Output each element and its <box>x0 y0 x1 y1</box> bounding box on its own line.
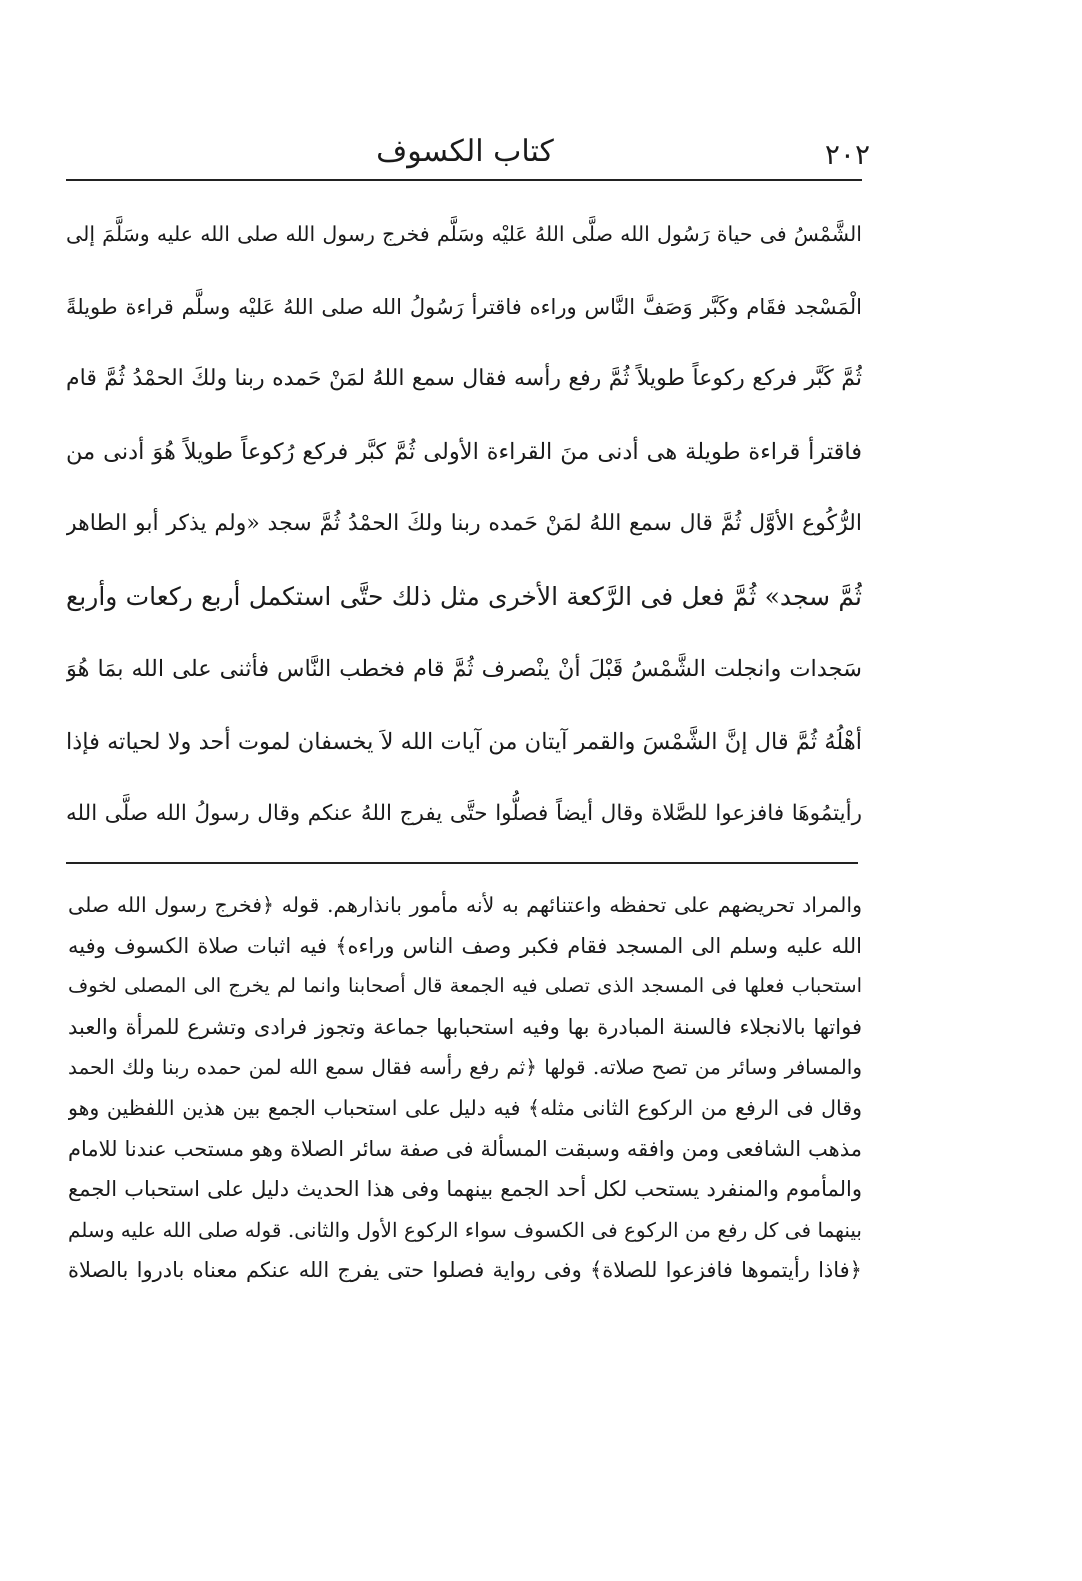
hadith-line: أهْلُهُ ثُمَّ قال إنَّ الشَّمْسَ والقمر آيتان من آيات الله لاَ يخسفان لموت أحد ولا لحياته فإذا <box>66 728 862 755</box>
commentary-line: والمأموم والمنفرد يستحب لكل أحد الجمع بينهما وفى هذا الحديث دليل على استحباب الجمع <box>68 1177 862 1202</box>
commentary-text <box>68 885 862 1291</box>
hadith-line: ثُمَّ سجد» ثُمَّ فعل فى الرَّكعة الأخرى مثل ذلك حتَّى استكمل أربع ركعات وأربع <box>66 581 862 611</box>
commentary-line: وقال فى الرفع من الركوع الثانى مثله﴾ فيه دليل على استحباب الجمع بين هذين اللفظين وهو <box>68 1095 862 1120</box>
book-title: كتاب الكسوف <box>376 134 554 169</box>
commentary-line: مذهب الشافعى ومن وافقه وسبقت المسألة فى صفة سائر الصلاة وهو مستحب عندنا للامام <box>68 1136 862 1161</box>
commentary-line: والمسافر وسائر من تصح صلاته. قولها ﴿ثم رفع رأسه فقال سمع الله لمن حمده ربنا ولك الحمد <box>68 1055 862 1080</box>
commentary-line: الله عليه وسلم الى المسجد فقام فكبر وصف الناس وراءه﴾ فيه اثبات صلاة الكسوف وفيه <box>68 933 862 958</box>
hadith-line: سَجدات وانجلت الشَّمْسُ قَبْلَ أنْ ينْصرف ثُمَّ قام فخطب النَّاس فأثنى على الله بمَا هُوَ <box>66 656 862 682</box>
commentary-line: بينهما فى كل رفع من الركوع فى الكسوف سواء الركوع الأول والثانى. قوله صلى الله عليه وسلم <box>68 1217 862 1242</box>
commentary-line: فواتها بالانجلاء فالسنة المبادرة بها وفيه استحبابها جماعة وتجوز فرادى وتشرع للمرأة والعبد <box>68 1014 862 1039</box>
hadith-line: الرُّكُوع الأوَّل ثُمَّ قال سمع اللهُ لمَنْ حَمده ربنا ولكَ الحمْدُ ثُمَّ سجد «ولم يذكر أبو الطاهر <box>66 511 862 536</box>
commentary-line: استحباب فعلها فى المسجد الذى تصلى فيه الجمعة قال أصحابنا وانما لم يخرج الى المصلى لخوف <box>68 974 862 998</box>
commentary-line: والمراد تحريضهم على تحفظه واعتنائهم به لأنه مأمور بانذارهم. قوله ﴿فخرج رسول الله صلى <box>68 893 862 917</box>
hadith-line: ثُمَّ كَبَّر فركع ركوعاً طويلاً ثُمَّ رفع رأسه فقال سمع اللهُ لمَنْ حَمده ربنا ولكَ الحمْدُ ثُمَّ قام <box>66 366 862 391</box>
hadith-line: الْمَسْجد فقَام وكَبَّر وَصَفَّ النَّاس وراءه فاقترأ رَسُولُ الله صلى اللهُ عَليْه وسلَّم قراءة طويلةً <box>66 294 862 319</box>
hadith-line: الشَّمْسُ فى حياة رَسُول الله صلَّى اللهُ عَليْه وسَلَّم فخرج رسول الله صلى الله عليه وسَلَّمَ إلى <box>66 222 862 246</box>
running-head <box>60 128 870 176</box>
hadith-line: رأيتمُوهَا فافزعوا للصَّلاة وقال أيضاً فصلُّوا حتَّى يفرج اللهُ عنكم وقال رسولُ الله صلَّى الله <box>66 801 862 826</box>
commentary-rule <box>66 862 858 864</box>
hadith-text <box>66 198 862 851</box>
commentary-line: ﴿فاذا رأيتموها فافزعوا للصلاة﴾ وفى رواية فصلوا حتى يفرج الله عنكم معناه بادروا بالصلاة <box>68 1258 862 1283</box>
hadith-line: فاقترأ قراءة طويلة هى أدنى منَ القراءة الأولى ثُمَّ كبَّر فركع رُكوعاً طويلاً هُوَ أدنى من <box>66 438 862 465</box>
header-rule <box>66 179 862 181</box>
page-number: ٢٠٢ <box>824 138 870 171</box>
